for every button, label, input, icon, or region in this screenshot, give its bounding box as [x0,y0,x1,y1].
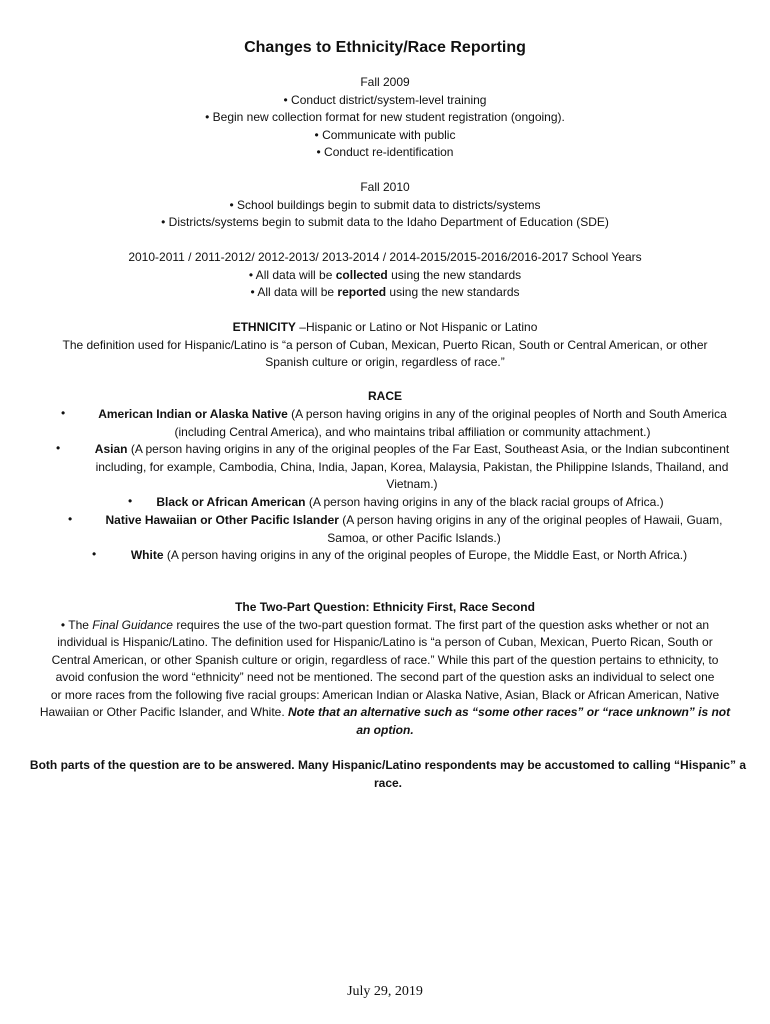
both-parts-line: Both parts of the question are to be answered. Many Hispanic/Latino respondents may be accustomed to calling “Hispanic” a [29,758,747,772]
two-part-paragraph-line: Hawaiian or Other Pacific Islander, and White. Note that an alternative such as “some other races” or “race unknown” is not [39,705,731,719]
fall-2010-heading: Fall 2010 [360,180,410,194]
two-part-paragraph-line: Central American, or other Spanish culture or origin, regardless of race.” While this part of the question pertains to ethnicity, to [51,652,719,667]
race-section [0,388,770,406]
fall-2010-item: • Districts/systems begin to submit data to the Idaho Department of Education (SDE) [161,215,609,229]
ethnicity-line: ETHNICITY –Hispanic or Latino or Not Hispanic or Latino [232,320,538,334]
bullet-icon: • [128,494,133,508]
bullet-icon: • [68,512,73,526]
race-item: Native Hawaiian or Other Pacific Islander (A person having origins in any of the original peoples of Hawaii, Guam, Samoa, or other Pacific Islands.) [105,513,723,545]
bullet-icon: • [56,441,61,455]
two-part-section [22,599,748,739]
ethnicity-definition: Spanish culture or origin, regardless of race.” [265,355,505,369]
bullet-icon: • [92,547,97,561]
fall-2009-item: • Communicate with public [314,127,456,142]
footer-date: July 29, 2019 [347,984,423,999]
fall-2009-section [0,74,770,162]
both-parts-line: race. [373,775,403,790]
race-heading: RACE [367,389,402,403]
fall-2009-item: • Conduct re-identification [316,145,454,159]
fall-2010-section [0,179,770,232]
two-part-heading: The Two-Part Question: Ethnicity First, Race Second [235,600,535,614]
fall-2009-item: • Conduct district/system-level training [283,92,487,107]
fall-2010-item: • School buildings begin to submit data to districts/systems [229,197,541,212]
two-part-paragraph-line: an option. [356,722,414,737]
two-part-paragraph-line: or more races from the following five racial groups: American Indian or Alaska Native, Asian, Black or African American, Native [50,687,720,702]
race-item: Black or African American (A person having origins in any of the black racial groups of Africa.) [156,495,664,509]
ethnicity-label: ETHNICITY [232,320,296,334]
page-title: Changes to Ethnicity/Race Reporting [244,39,526,56]
race-item: Asian (A person having origins in any of the original peoples of the Far East, Southeast Asia, or the Indian subcontinent including, for example, Cambodia, China, India, Japan, Korea, Malaysia, Pakistan, the Philippine Islands, Thailand, and Vietnam.) [94,442,730,491]
race-item: American Indian or Alaska Native (A person having origins in any of the original peoples of North and South America (including Central America), and who maintains tribal affiliation or community attachment.) [98,407,727,439]
two-part-paragraph-line: individual is Hispanic/Latino. The definition used for Hispanic/Latino is “a person of Cuban, Mexican, Puerto Rican, South or [57,635,713,649]
ethnicity-definition: The definition used for Hispanic/Latino is “a person of Cuban, Mexican, Puerto Rican, South or Central American, or other [62,337,708,352]
school-years-section [0,249,770,302]
race-item: White (A person having origins in any of the original peoples of Europe, the Middle East, or North Africa.) [130,548,688,562]
fall-2009-heading: Fall 2009 [360,75,410,89]
two-part-paragraph-line: • The Final Guidance requires the use of the two-part question format. The first part of the question asks whether or not an [60,617,710,632]
ethnicity-section [0,319,770,372]
school-years-item: • All data will be reported using the new standards [250,285,520,299]
school-years-item: • All data will be collected using the new standards [248,267,522,282]
two-part-paragraph-line: avoid confusion the word “ethnicity” need not be mentioned. The second part of the question asks an individual to select one [55,670,715,684]
both-parts-section [22,757,754,792]
fall-2009-item: • Begin new collection format for new student registration (ongoing). [205,110,565,124]
bullet-icon: • [61,406,66,420]
school-years-heading: 2010-2011 / 2011-2012/ 2012-2013/ 2013-2014 / 2014-2015/2015-2016/2016-2017 School Years [128,250,642,264]
